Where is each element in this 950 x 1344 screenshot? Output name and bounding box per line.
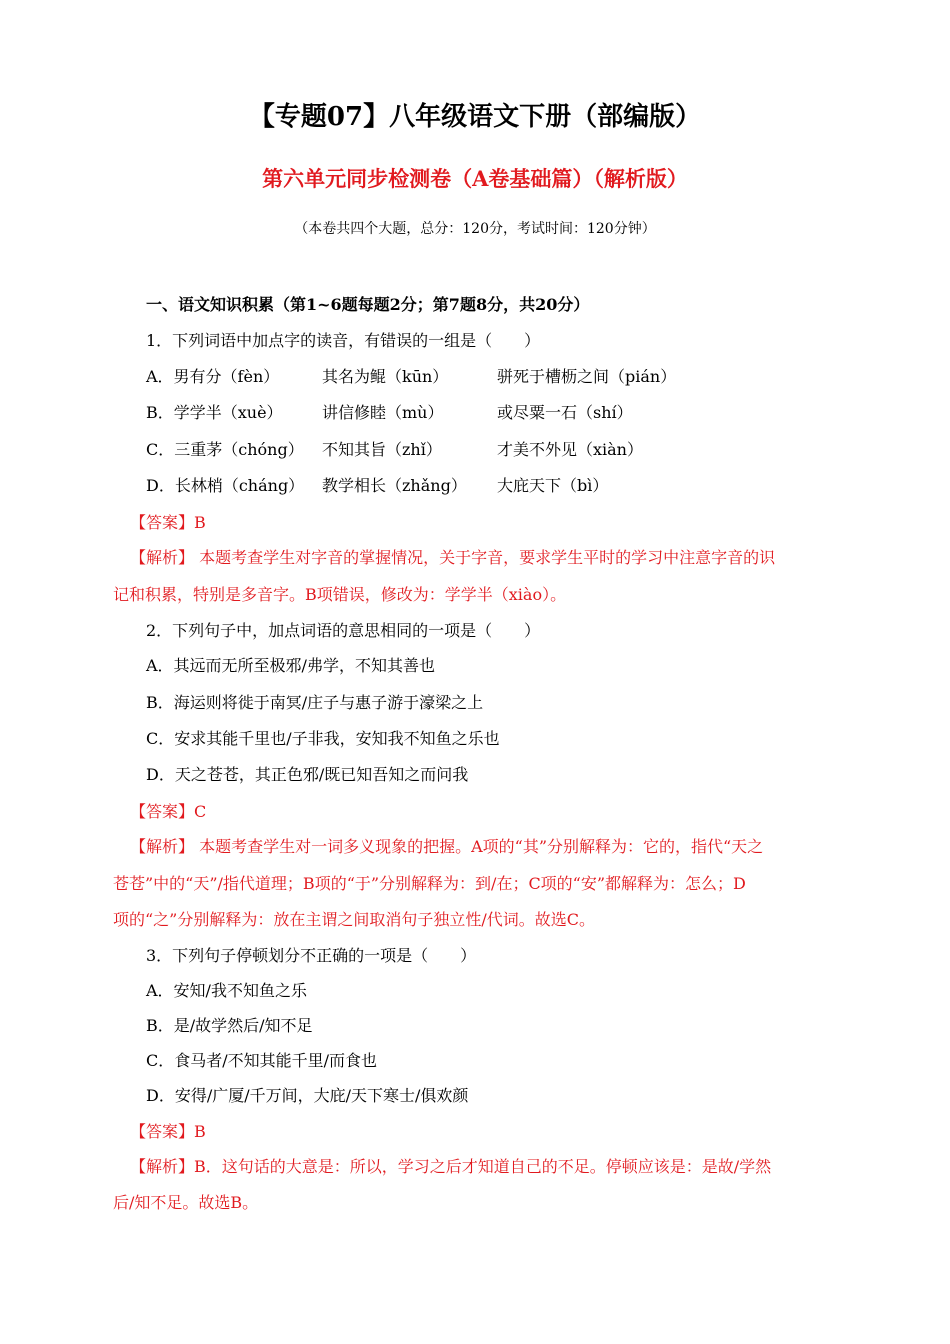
q2-option-a: A．其远而无所至极邪/弗学，不知其善也 — [146, 656, 435, 675]
q2-option-d: D．天之苍苍，其正色邪/既已知吾知之而问我 — [146, 765, 469, 784]
q1-option-a-2: 其名为鲲（kūn） — [322, 367, 449, 386]
question-1-stem: 1．下列词语中加点字的读音，有错误的一组是（ ） — [146, 331, 541, 350]
q1-answer: 【答案】B — [130, 513, 206, 532]
q3-explanation-line-1: 【解析】B．这句话的大意是：所以，学习之后才知道自己的不足。停顿应该是：是故/学然 — [130, 1157, 772, 1176]
q3-option-c: C．食马者/不知其能千里/而食也 — [146, 1051, 378, 1070]
q1-option-d-2: 教学相长（zhǎng） — [322, 476, 467, 495]
section-heading: 一、语文知识积累（第1~6题每题2分；第7题8分，共20分） — [146, 295, 590, 314]
q3-option-d: D．安得/广厦/千万间，大庇/天下寒士/俱欢颜 — [146, 1086, 469, 1105]
q1-option-c-2: 不知其旨（zhǐ） — [322, 440, 442, 459]
q3-option-a: A．安知/我不知鱼之乐 — [146, 981, 307, 1000]
q2-option-b: B．海运则将徙于南冥/庄子与惠子游于濠梁之上 — [146, 693, 484, 712]
q1-explanation-line-2: 记和积累，特别是多音字。B项错误，修改为：学学半（xiào）。 — [113, 585, 567, 604]
q2-option-c: C．安求其能千里也/子非我，安知我不知鱼之乐也 — [146, 729, 500, 748]
q1-explanation-line-1: 【解析】 本题考查学生对字音的掌握情况，关于字音，要求学生平时的学习中注意字音的识 — [130, 548, 776, 567]
q1-option-d-3: 大庇天下（bì） — [497, 476, 609, 495]
q1-option-c-1: C．三重茅（chóng） — [146, 440, 304, 459]
q1-option-c-3: 才美不外见（xiàn） — [497, 440, 643, 459]
q3-explanation-line-2: 后/知不足。故选B。 — [113, 1193, 259, 1212]
q2-explanation-line-2: 苍苍”中的“天”/指代道理；B项的“于”分别解释为：到/在；C项的“安”都解释为：怎么；D — [113, 874, 746, 893]
question-2-stem: 2．下列句子中，加点词语的意思相同的一项是（ ） — [146, 621, 541, 640]
document-subtitle: 第六单元同步检测卷（A卷基础篇）（解析版） — [262, 166, 688, 191]
q1-option-b-1: B．学学半（xuè） — [146, 403, 283, 422]
question-3-stem: 3．下列句子停顿划分不正确的一项是（ ） — [146, 946, 477, 965]
q3-answer: 【答案】B — [130, 1122, 206, 1141]
q2-answer: 【答案】C — [130, 802, 207, 821]
q1-option-a-1: A．男有分（fèn） — [146, 367, 280, 386]
q1-option-a-3: 骈死于槽枥之间（pián） — [497, 367, 677, 386]
q3-option-b: B．是/故学然后/知不足 — [146, 1016, 313, 1035]
q1-option-b-3: 或尽粟一石（shí） — [497, 403, 633, 422]
exam-note: （本卷共四个大题，总分：120分，考试时间：120分钟） — [294, 221, 656, 237]
q1-option-d-1: D．长林梢（cháng） — [146, 476, 305, 495]
document-title: 【专题07】八年级语文下册（部编版） — [248, 102, 702, 132]
q2-explanation-line-1: 【解析】 本题考查学生对一词多义现象的把握。A项的“其”分别解释为：它的，指代“天之 — [130, 837, 764, 856]
q1-option-b-2: 讲信修睦（mù） — [322, 403, 444, 422]
q2-explanation-line-3: 项的“之”分别解释为：放在主谓之间取消句子独立性/代词。故选C。 — [113, 910, 595, 929]
